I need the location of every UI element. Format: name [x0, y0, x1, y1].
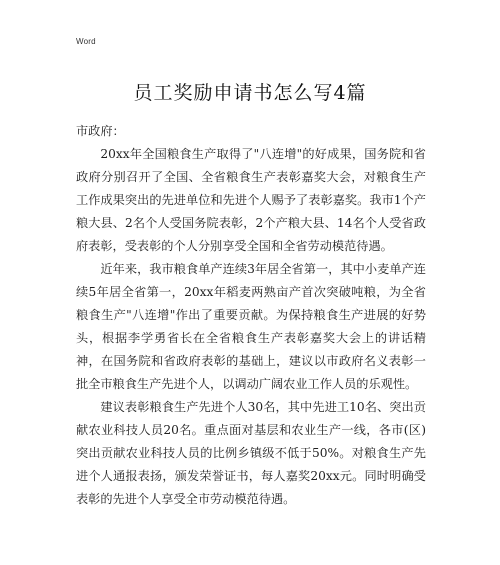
header-label: Word	[76, 37, 96, 46]
paragraph-1: 20xx年全国粮食生产取得了"八连增"的好成果，国务院和省政府分别召开了全国、全省粮食生产表彰嘉奖大会，对粮食生产工作成果突出的先进单位和先进个人赐予了表彰嘉奖。我市1个产粮大县、2名个人受国务院表彰，2个产粮大县、14名个人受省政府表彰，受表彰的个人分别享受全国和全省劳动模范待遇。	[76, 147, 426, 253]
document-title: 员工奖励申请书怎么写4篇	[133, 82, 367, 104]
document-body	[76, 120, 426, 511]
salutation: 市政府：	[76, 124, 125, 138]
paragraph-2: 近年来，我市粮食单产连续3年居全省第一，其中小麦单产连续5年居全省第一，20xx年稻麦两熟亩产首次突破吨粮，为全省粮食生产"八连增"作出了重要贡献。为保持粮食生产进展的好势头，根据李学勇省长在全省粮食生产表彰嘉奖大会上的讲话精神，在国务院和省政府表彰的基础上，建议以市政府名义表彰一批全市粮食生产先进个人，以调动广阔农业工作人员的乐观性。	[76, 262, 426, 391]
paragraph-3: 建议表彰粮食生产先进个人30名，其中先进工10名、突出贡献农业科技人员20名。重点面对基层和农业生产一线，各市(区)突出贡献农业科技人员的比例乡镇级不低于50%。对粮食生产先进个人通报表扬，颁发荣誉证书，每人嘉奖20xx元。同时明确受表彰的先进个人享受全市劳动模范待遇。	[76, 400, 426, 506]
